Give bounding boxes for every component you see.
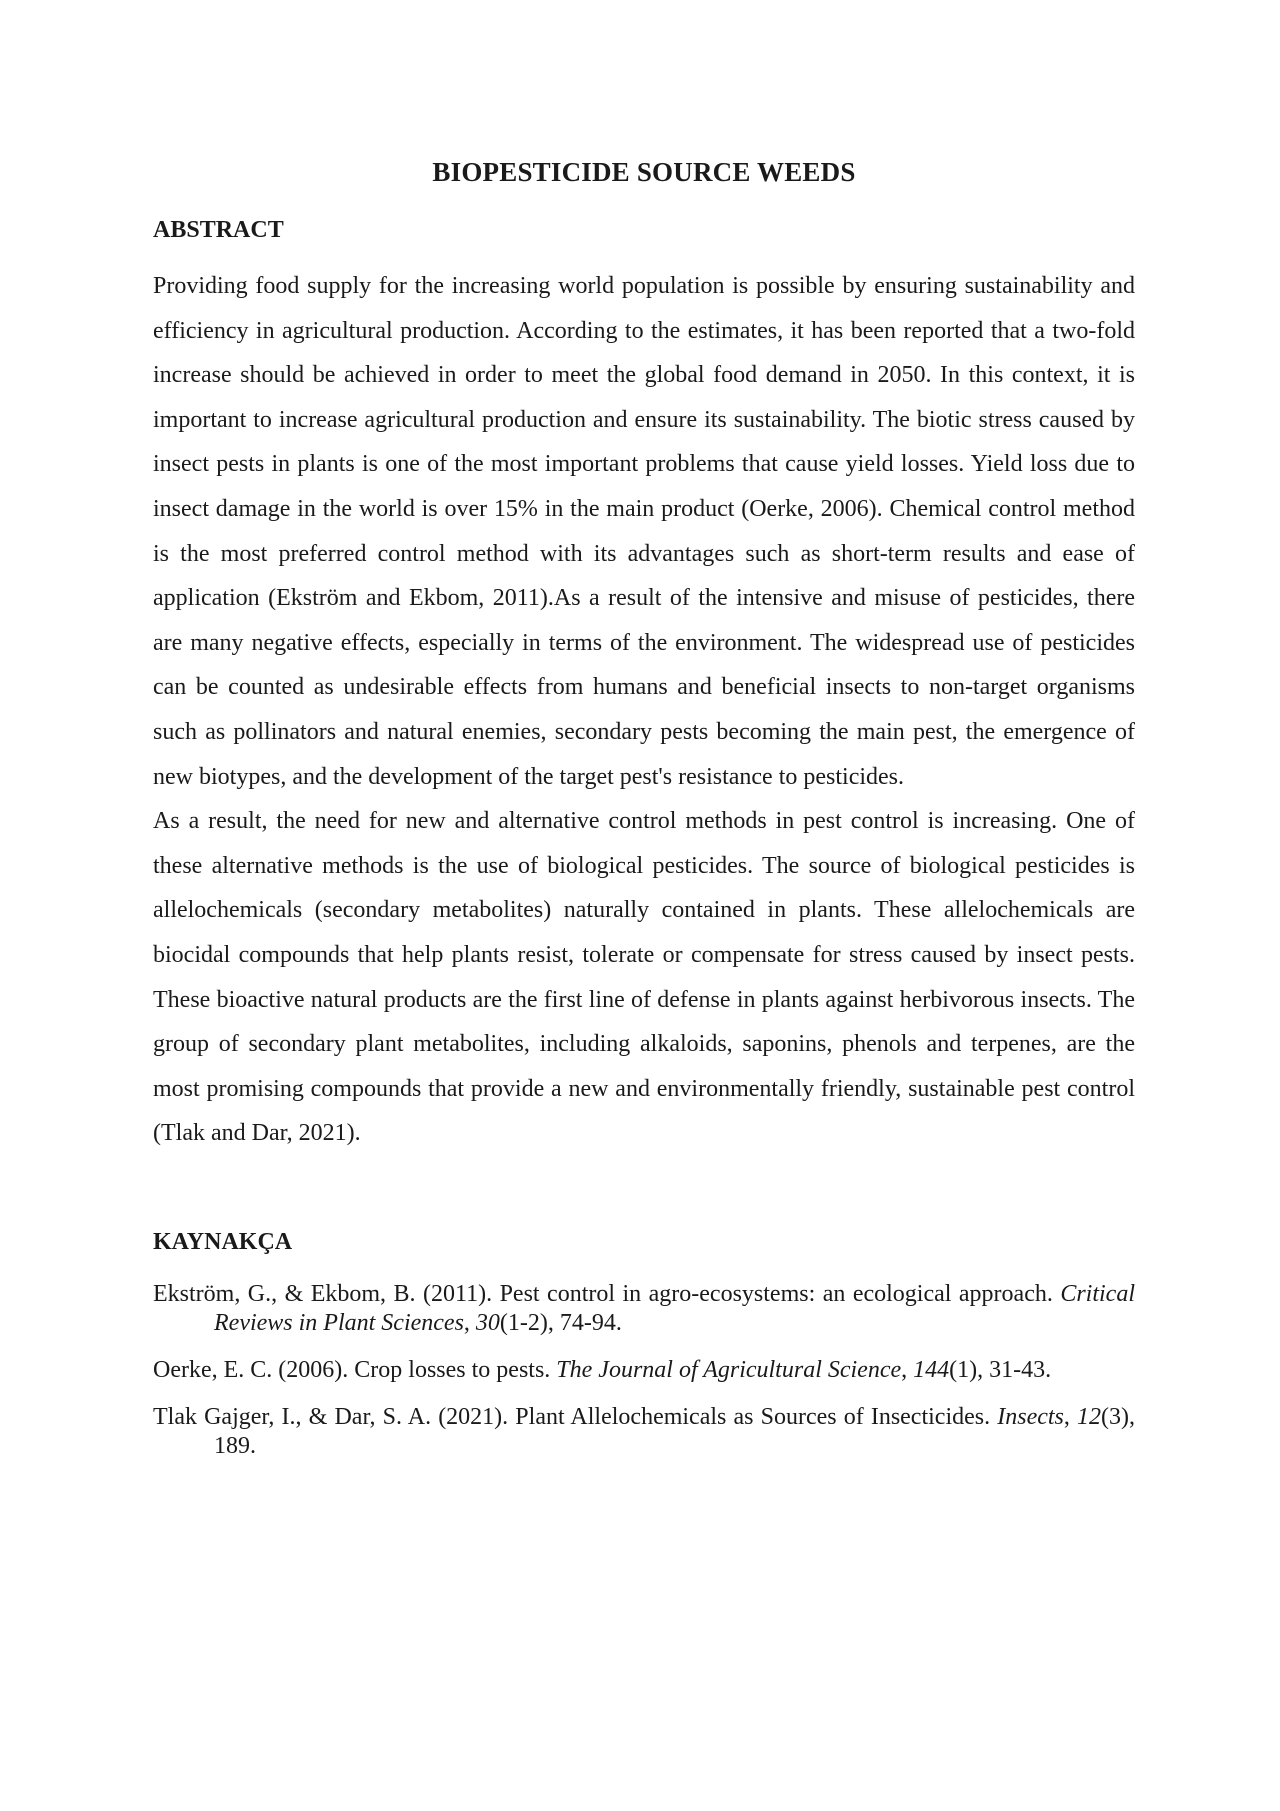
reference-list <box>153 1280 1135 1461</box>
reference-volume: 144 <box>913 1356 950 1383</box>
reference-citation: Ekström, G., & Ekbom, B. (2011). Pest control in agro-ecosystems: an ecological approach. <box>153 1280 1061 1307</box>
reference-pages: (3), 189. <box>214 1403 1135 1459</box>
reference-citation: Oerke, E. C. (2006). Crop losses to pests. <box>153 1356 557 1383</box>
abstract-paragraph-1: Providing food supply for the increasing world population is possible by ensuring sustainability and efficiency in agricultural production. According to the estimates, it has been reported that a two-fold increase should be achieved in order to meet the global food demand in 2050. In this context, it is important to increase agricultural production and ensure its sustainability. The biotic stress caused by insect pests in plants is one of the most important problems that cause yield losses. Yield loss due to insect damage in the world is over 15% in the main product (Oerke, 2006). Chemical control method is the most preferred control method with its advantages such as short-term results and ease of application (Ekström and Ekbom, 2011).As a result of the intensive and misuse of pesticides, there are many negative effects, especially in terms of the environment. The widespread use of pesticides can be counted as undesirable effects from humans and beneficial insects to non-target organisms such as pollinators and natural enemies, secondary pests becoming the main pest, the emergence of new biotypes, and the development of the target pest's resistance to pesticides. <box>153 273 1135 790</box>
document-title: BIOPESTICIDE SOURCE WEEDS <box>432 157 856 187</box>
reference-journal: The Journal of Agricultural Science <box>556 1356 902 1383</box>
abstract-heading: ABSTRACT <box>153 217 284 243</box>
reference-volume: 12 <box>1077 1403 1102 1430</box>
references-heading: KAYNAKÇA <box>153 1228 293 1255</box>
reference-separator: , <box>463 1309 476 1336</box>
reference-volume: 30 <box>475 1309 500 1336</box>
reference-separator: , <box>901 1356 914 1383</box>
reference-journal: Insects <box>997 1403 1064 1430</box>
reference-citation: Tlak Gajger, I., & Dar, S. A. (2021). Plant Allelochemicals as Sources of Insecticides. <box>153 1403 998 1430</box>
reference-item-tlak <box>153 1403 1135 1461</box>
reference-item-oerke <box>153 1356 1135 1385</box>
abstract-paragraph-2: As a result, the need for new and alternative control methods in pest control is increasing. One of these alternative methods is the use of biological pesticides. The source of biological pesticides is allelochemicals (secondary metabolites) naturally contained in plants. These allelochemicals are biocidal compounds that help plants resist, tolerate or compensate for stress caused by insect pests. These bioactive natural products are the first line of defense in plants against herbivorous insects. The group of secondary plant metabolites, including alkaloids, saponins, phenols and terpenes, are the most promising compounds that provide a new and environmentally friendly, sustainable pest control (Tlak and Dar, 2021). <box>153 808 1135 1147</box>
reference-item-ekstrom <box>153 1280 1135 1338</box>
reference-pages: (1-2), 74-94. <box>499 1309 622 1336</box>
abstract-body <box>153 264 1135 1156</box>
reference-journal: Critical Reviews in Plant Sciences <box>214 1280 1135 1336</box>
reference-pages: (1), 31-43. <box>949 1356 1052 1383</box>
reference-separator: , <box>1063 1403 1078 1430</box>
